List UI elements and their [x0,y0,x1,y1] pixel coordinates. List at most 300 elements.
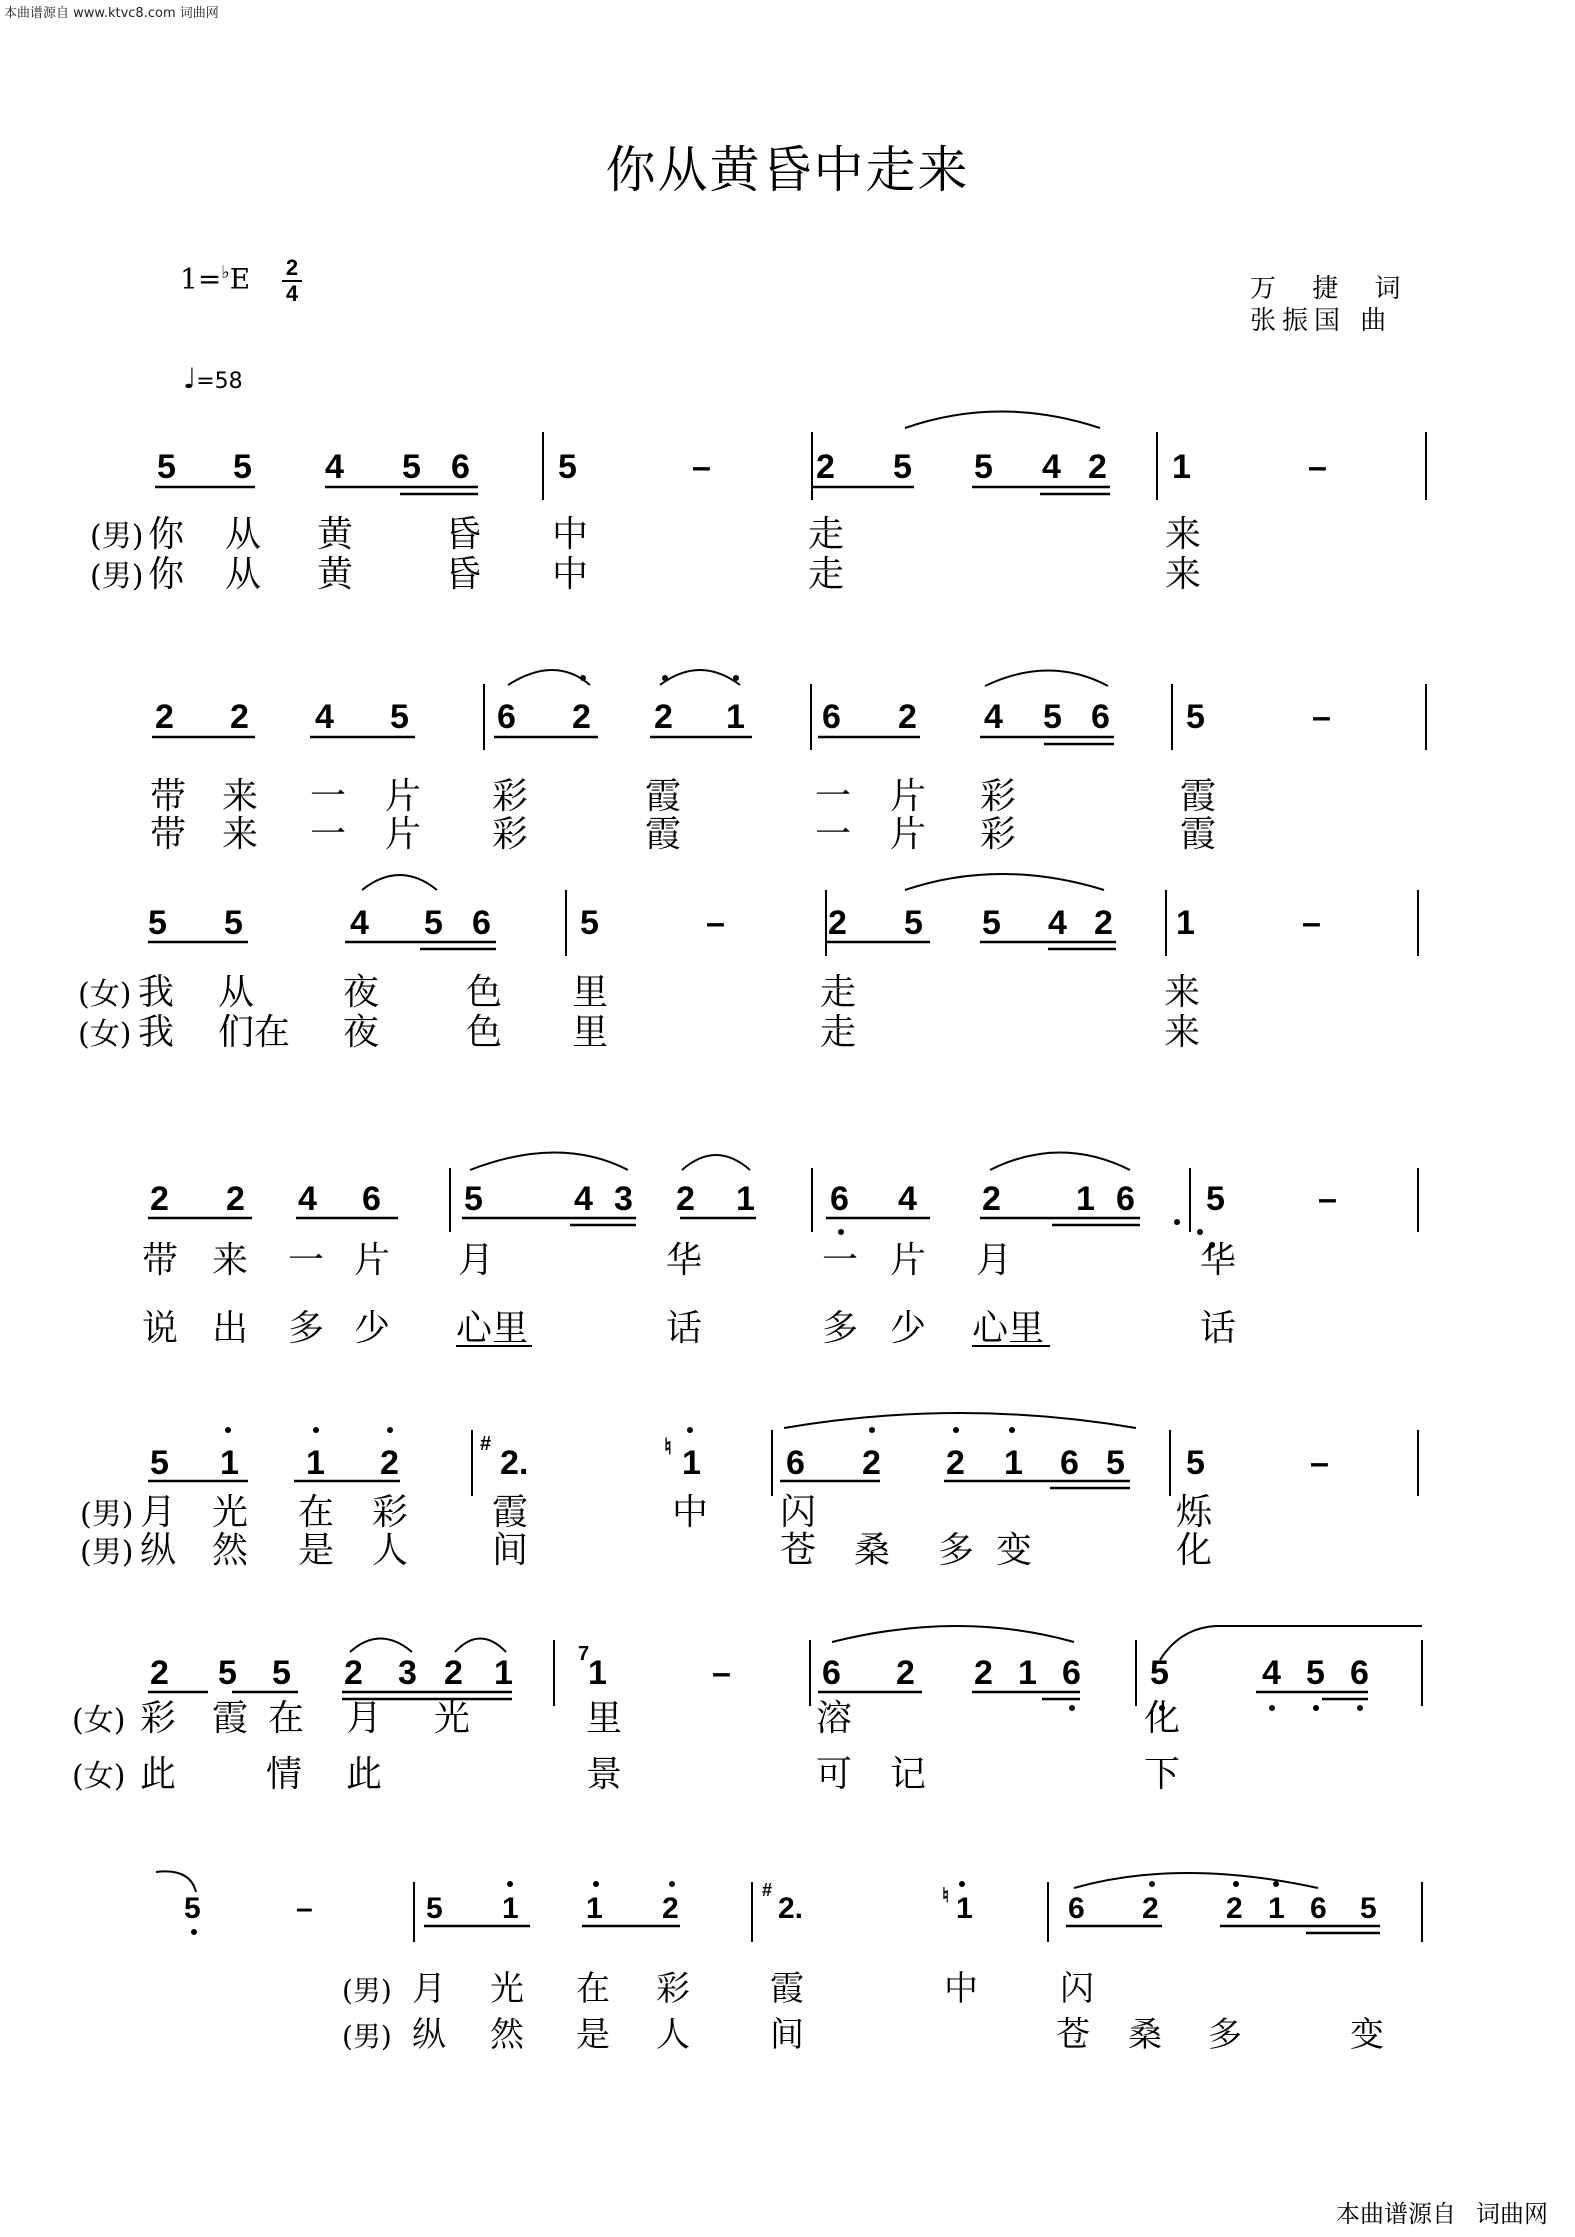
sharp-sign: # [480,1433,492,1455]
note: 2 [1226,1892,1243,1925]
lyric: 此 [346,1754,383,1795]
lyric: 走 [808,554,845,595]
note: 5 [224,904,243,942]
lyric: 多 [288,1308,325,1349]
low-dot [1197,1229,1203,1235]
lyric: 带 [150,814,187,855]
note: 5 [233,448,252,486]
note: 2 [344,1654,363,1692]
slur [832,1626,1074,1642]
lyric: 片 [354,1240,391,1281]
low-dot [838,1229,844,1235]
lyric: 我 [138,972,175,1013]
lyric: 霞 [645,776,682,817]
note: 2 [1142,1892,1159,1925]
high-dot [593,1881,599,1887]
note: 1 [1004,1444,1023,1482]
note: 5 [580,904,599,942]
natural-sign: ♮ [664,1434,672,1459]
system-2-lyrics [150,776,1216,855]
lyric: 话 [1200,1308,1237,1349]
system-1-notes [157,448,1327,486]
note: 5 [1206,1180,1225,1218]
note: 4 [898,1180,917,1218]
note: 2 [150,1654,169,1692]
lyric: 心里 [972,1308,1045,1349]
note: 2 [896,1654,915,1692]
note: 5 [184,1892,201,1925]
lyric: 来 [222,776,259,817]
lyric: 月 [140,1492,177,1533]
lyric: 变 [996,1530,1033,1571]
note: 5 [1306,1654,1325,1692]
note: 5 [218,1654,237,1692]
note: 2. [778,1892,804,1925]
high-dot [669,1881,675,1887]
note: 2 [816,448,835,486]
note: 5 [272,1654,291,1692]
lyric: 化 [1176,1530,1213,1571]
note: 4 [1048,904,1067,942]
note: 5 [464,1180,483,1218]
note: 5 [426,1892,443,1925]
lyric: 少 [890,1308,927,1349]
lyric: 霞 [212,1698,249,1739]
octave-dots [191,675,1363,1935]
natural-sign: ♮ [942,1885,950,1907]
high-dot [1273,1881,1279,1887]
lyric: 桑 [854,1530,891,1571]
lyric: 走 [820,1012,857,1053]
note: – [1312,698,1331,736]
note: 2 [982,1180,1001,1218]
lyric: 彩 [980,814,1017,855]
lyric: 从 [225,514,262,555]
high-dot [662,675,668,681]
lyric: 景 [586,1754,623,1795]
slur [682,1155,750,1170]
note: – [712,1654,731,1692]
note: 1 [736,1180,755,1218]
lyric: 来 [222,814,259,855]
lyric: 出 [212,1308,249,1349]
note: 4 [984,698,1003,736]
lyric: 你 [148,514,185,555]
quarter-note-icon: ♩ [183,362,197,395]
note: 4 [574,1180,593,1218]
lyric: 彩 [980,776,1017,817]
note: 5 [390,698,409,736]
low-dot [1357,1705,1363,1711]
note: 2 [974,1654,993,1692]
lyric: 光 [434,1698,471,1739]
high-dot [225,1427,231,1433]
system-4-notes [150,1180,1337,1218]
lyric: 彩 [492,776,529,817]
slur [990,1153,1130,1171]
system-7-notes [184,1880,1377,1925]
footer-source: 本曲谱源自 [1336,2200,1456,2228]
high-dot [580,675,586,681]
slur [1074,1873,1318,1888]
high-dot [959,1881,965,1887]
key-prefix: 1= [180,262,222,296]
slur [470,1153,628,1171]
page-title: 你从黄昏中走来 [605,141,970,199]
high-dot [869,1427,875,1433]
lyric: 人 [656,2015,690,2055]
site-header-label: 本曲谱源自 www.ktvc8.com 词曲网 [4,6,219,21]
high-dot [1233,1881,1239,1887]
lyric: 月 [976,1240,1013,1281]
lyric: 来 [1164,1012,1201,1053]
lyric: 少 [354,1308,391,1349]
slur [1160,1626,1422,1660]
lyric: 话 [666,1308,703,1349]
system-1-lyrics [90,514,1201,595]
lyric: 从 [218,972,255,1013]
note: – [1318,1180,1337,1218]
note: 5 [982,904,1001,942]
note: 1 [494,1654,513,1692]
note: 5 [1360,1892,1377,1925]
system-2-notes [155,698,1331,736]
lyric: 一 [815,776,852,817]
lyricist-credit: 万 捷 词 [1250,274,1415,304]
note: 6 [822,698,841,736]
note: 6 [362,1180,381,1218]
note: 1 [956,1892,973,1925]
lyric: 夜 [343,1012,380,1053]
lyric: 黄 [317,554,354,595]
note: 1 [1018,1654,1037,1692]
lyric: 华 [1200,1240,1237,1281]
lyric: 人 [372,1530,409,1571]
lyric: 是 [576,2015,610,2055]
high-dot [953,1427,959,1433]
lyric: 来 [1164,972,1201,1013]
note: – [1310,1444,1329,1482]
slur [350,1639,412,1653]
note: 6 [1310,1892,1327,1925]
note: 4 [315,698,334,736]
lyric: 在 [576,1969,610,2009]
footer-brand-link[interactable]: 词曲网 [1476,2200,1548,2228]
note: 3 [614,1180,633,1218]
slur [362,875,437,890]
system-6-lyrics [72,1698,1180,1795]
system-5-lyrics [80,1492,1214,1571]
lyric: 我 [138,1012,175,1053]
lyric: 间 [770,2015,804,2055]
note: 1 [1076,1180,1095,1218]
lyric: 说 [142,1308,179,1349]
note: 2 [155,698,174,736]
lyric: 光 [212,1492,249,1533]
note: 1 [502,1892,519,1925]
lyric: 月 [412,1969,446,2009]
lyric: 然 [212,1530,249,1571]
lyric: 色 [466,1012,503,1053]
system-3-notes [148,904,1321,942]
note: 3 [398,1654,417,1692]
lyric: 一 [310,776,347,817]
lyric: 来 [212,1240,249,1281]
lyric: 片 [385,814,422,855]
note: 4 [325,448,344,486]
low-dot [1269,1705,1275,1711]
lyric: (男) [80,1497,134,1532]
lyric: (男) [90,559,144,594]
system-5-notes [150,1433,1329,1482]
low-dot [1069,1705,1075,1711]
key-note: E [229,262,251,296]
lyric: 记 [890,1754,927,1795]
slur [660,670,740,685]
lyric: 中 [552,514,589,555]
slur [905,874,1104,890]
lyric: 带 [142,1240,179,1281]
lyric: (女) [72,1703,126,1738]
lyric: 霞 [1180,814,1217,855]
system-7-lyrics [342,1969,1384,2055]
lyric: 多 [822,1308,859,1349]
note: 5 [893,448,912,486]
note: 6 [1062,1654,1081,1692]
lyric: 黄 [317,514,354,555]
note: 5 [1186,1444,1205,1482]
note: 6 [830,1180,849,1218]
lyric: 你 [148,554,185,595]
lyric: 彩 [372,1492,409,1533]
lyric: 从 [225,554,262,595]
system-6-notes [150,1643,1369,1692]
note: 2 [230,698,249,736]
lyric: 霞 [770,1969,804,2009]
note: 4 [1042,448,1061,486]
lyric: 一 [815,814,852,855]
lyric: 多 [938,1530,975,1571]
slur [784,1413,1136,1428]
lyric: 片 [890,1240,927,1281]
note: 6 [472,904,491,942]
lyric: 一 [822,1240,859,1281]
note: 1 [726,698,745,736]
lyric: 片 [890,814,927,855]
lyric: 来 [1165,514,1202,555]
lyric: 苍 [1056,2015,1090,2055]
high-dot [507,1881,513,1887]
lyric: 彩 [492,814,529,855]
note: 6 [1068,1892,1085,1925]
lyric: 可 [816,1754,853,1795]
note: 2 [1088,448,1107,486]
note: 5 [150,1444,169,1482]
lyric: 片 [890,776,927,817]
lyric: (男) [80,1535,134,1570]
note: 2 [898,698,917,736]
note: 2 [676,1180,695,1218]
note: – [1302,904,1321,942]
note: 4 [298,1180,317,1218]
note: 2 [226,1180,245,1218]
lyric: 中 [552,554,589,595]
lyric: 纵 [412,2015,446,2055]
lyric: 溶 [816,1698,853,1739]
note: 6 [1091,698,1110,736]
lyric: (女) [78,977,132,1012]
note: 5 [1106,1444,1125,1482]
lyric: 闪 [780,1492,817,1533]
lyric: 纵 [140,1530,177,1571]
lyric: 桑 [1128,2015,1162,2055]
note: 4 [1262,1654,1281,1692]
lyric: (男) [342,1974,392,2007]
lyric: (女) [78,1017,132,1052]
lyric: (男) [90,519,144,554]
note: 2 [662,1892,679,1925]
note: 1 [306,1444,325,1482]
high-dot [1009,1427,1015,1433]
time-bottom: 4 [285,281,299,306]
slur [156,1871,196,1892]
lyric: 苍 [780,1530,817,1571]
high-dot [387,1427,393,1433]
note: – [296,1892,313,1925]
high-dot [733,675,739,681]
lyric: 闪 [1060,1969,1094,2009]
lyric: 夜 [343,972,380,1013]
lyric: 烁 [1176,1492,1213,1533]
note: – [692,448,711,486]
note: 5 [157,448,176,486]
note: 5 [904,904,923,942]
lyric: 霞 [1180,776,1217,817]
note: 2 [444,1654,463,1692]
lyric: 在 [298,1492,335,1533]
lyric: (男) [342,2020,392,2053]
note: 6 [451,448,470,486]
note: 6 [822,1654,841,1692]
lyric: 心里 [456,1308,529,1349]
note: 1 [1268,1892,1285,1925]
lyric: 昏 [445,554,482,595]
note: 6 [1350,1654,1369,1692]
note: – [706,904,725,942]
time-top: 2 [285,255,299,280]
note: 6 [1060,1444,1079,1482]
lyric: 变 [1350,2015,1384,2055]
slur [508,670,590,685]
note: 6 [497,698,516,736]
note: 5 [1043,698,1062,736]
grace-note: 7 [578,1643,590,1665]
high-dot [687,1427,693,1433]
lyric: (女) [72,1759,126,1794]
sharp-sign: # [762,1880,773,1900]
note: 5 [1150,1654,1169,1692]
lyric: 色 [466,972,503,1013]
lyric: 在 [268,1698,305,1739]
lyric: 里 [572,972,609,1013]
barlines [414,432,1426,1942]
note: 1 [586,1892,603,1925]
lyric: 情 [266,1754,303,1795]
lyric: 化 [1144,1698,1181,1739]
note: 1 [682,1444,701,1482]
lyric: 多 [1208,2015,1242,2055]
system-3-lyrics [78,972,1200,1053]
lyric: 中 [672,1492,709,1533]
note: 5 [974,448,993,486]
tempo-value: =58 [196,369,243,394]
note: 5 [558,448,577,486]
high-dot [313,1427,319,1433]
system-4-lyrics [142,1240,1236,1349]
note: 1 [220,1444,239,1482]
note: 2 [572,698,591,736]
lyric: 走 [808,514,845,555]
low-dot [1313,1705,1319,1711]
lyric: 光 [490,1969,524,2009]
lyric: 彩 [656,1969,690,2009]
high-dot [1149,1881,1155,1887]
note: 2 [862,1444,881,1482]
note: – [1308,448,1327,486]
lyric: 一 [310,814,347,855]
lyric: 然 [490,2015,524,2055]
note: 1 [588,1654,607,1692]
note: 4 [350,904,369,942]
lyric: 月 [458,1240,495,1281]
note: 2 [1094,904,1113,942]
lyric: 霞 [492,1492,529,1533]
slur [905,412,1100,429]
lyric: 下 [1144,1754,1181,1795]
lyric: 是 [298,1530,335,1571]
note: 2 [828,904,847,942]
lyric: 里 [572,1012,609,1053]
note: 5 [424,904,443,942]
lyric: 一 [288,1240,325,1281]
note: 2 [946,1444,965,1482]
low-dot [191,1929,197,1935]
note: 6 [1116,1180,1135,1218]
lyric: 此 [140,1754,177,1795]
lyric: 彩 [140,1698,177,1739]
lyric: 里 [586,1698,623,1739]
lyric: 带 [150,776,187,817]
note: 2 [654,698,673,736]
composer-credit: 张振国 曲 [1250,306,1393,336]
lyric: 走 [820,972,857,1013]
note: 1 [1176,904,1195,942]
slur [985,671,1108,687]
lyric: 华 [666,1240,703,1281]
note: 5 [148,904,167,942]
note: 5 [402,448,421,486]
lyric: 来 [1165,554,1202,595]
flat-sign: ♭ [221,262,230,283]
note: 2. [500,1444,529,1482]
lyric: 片 [385,776,422,817]
note: 2 [150,1180,169,1218]
note: 6 [786,1444,805,1482]
note: 1 [1172,448,1191,486]
lyric: 昏 [445,514,482,555]
note: 2 [380,1444,399,1482]
lyric: 中 [944,1969,978,2009]
